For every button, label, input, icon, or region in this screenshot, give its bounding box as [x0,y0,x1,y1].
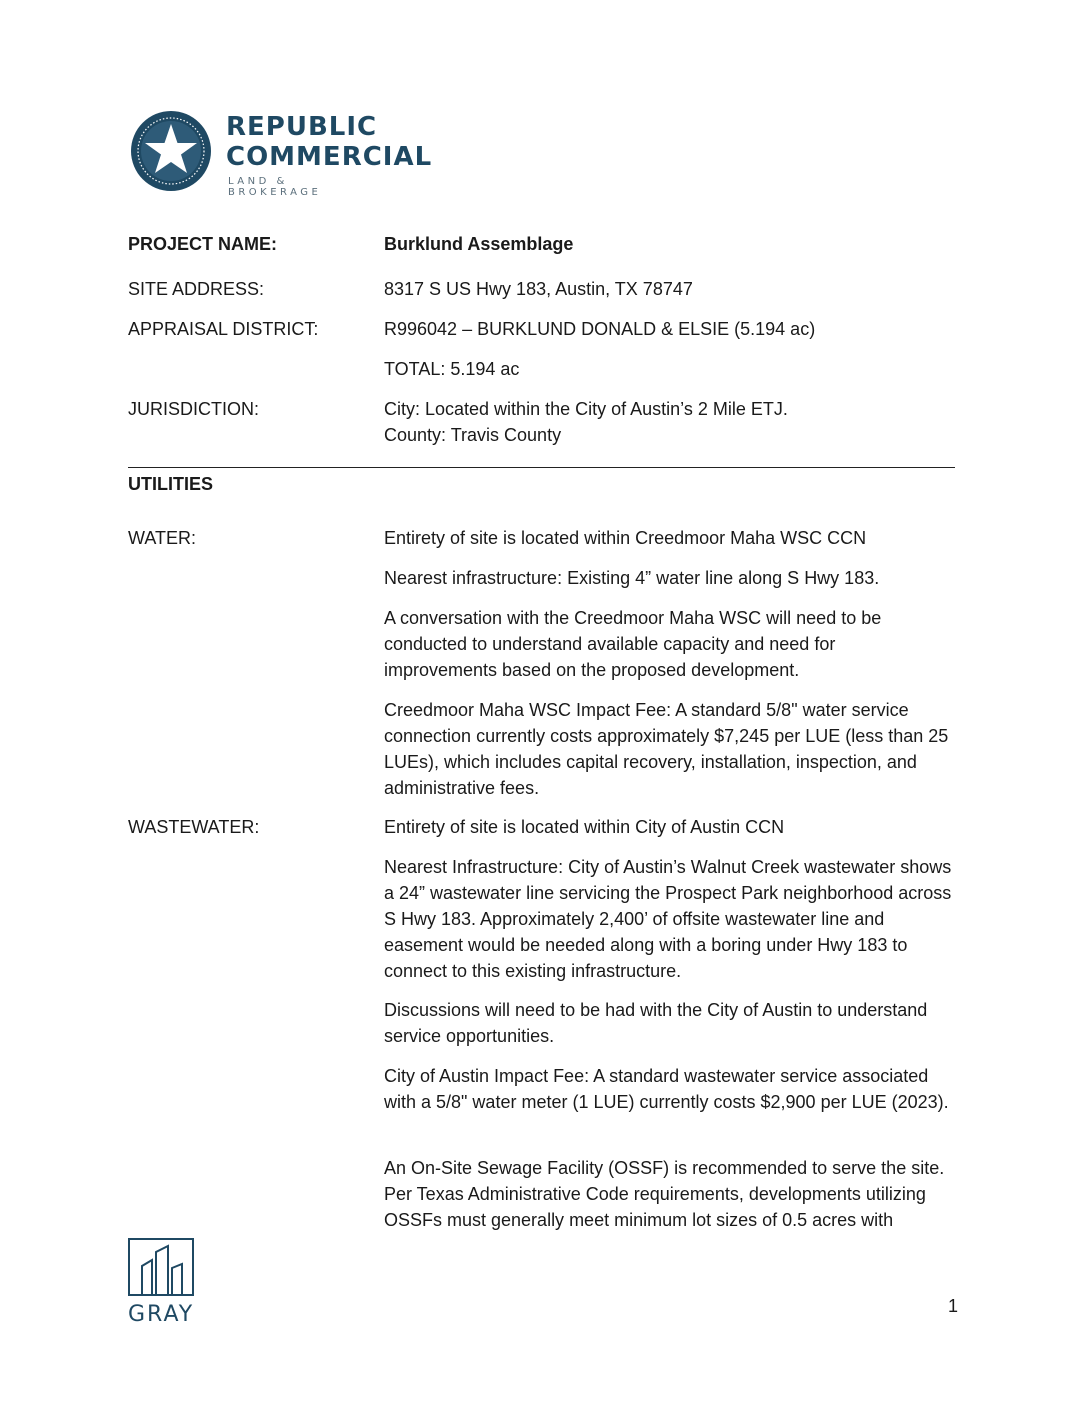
jurisdiction-county: County: Travis County [384,425,562,445]
appraisal-district-label: APPRAISAL DISTRICT: [128,319,319,339]
page-number: 1 [948,1296,959,1316]
gray-wordmark: GRAY [128,1302,195,1327]
water-label: WATER: [128,528,196,548]
jurisdiction-city: City: Located within the City of Austin’s 2 Mile ETJ. [384,399,788,419]
wastewater-paragraph: Entirety of site is located within City of Austin CCN [384,817,785,837]
building-icon [128,1238,196,1302]
site-address-value: 8317 S US Hwy 183, Austin, TX 78747 [384,279,693,299]
wastewater-label: WASTEWATER: [128,817,260,837]
wastewater-paragraph: City of Austin Impact Fee: A standard wastewater service associated with a 5/8" water meter (1 LUE) currently costs $2,900 per LUE (2023). [384,1066,949,1112]
section-divider [128,467,955,468]
brand-tagline: LAND & BROKERAGE [228,176,322,198]
star-seal-icon [130,110,212,192]
project-name-label: PROJECT NAME: [128,234,278,254]
water-paragraph: Entirety of site is located within Creedmoor Maha WSC CCN [384,528,867,548]
project-name-value: Burklund Assemblage [384,234,574,254]
gray-logo [128,1238,196,1327]
wastewater-paragraph: An On-Site Sewage Facility (OSSF) is recommended to serve the site. Per Texas Administrative Code requirements, developments utilizing OSSFs must generally meet minimum lot sizes of 0.5 acres with [384,1158,945,1230]
utilities-heading: UTILITIES [128,474,213,494]
jurisdiction-label: JURISDICTION: [128,399,260,419]
brand-name-line1: REPUBLIC [226,112,378,142]
water-paragraph: Creedmoor Maha WSC Impact Fee: A standard 5/8" water service connection currently costs approximately $7,245 per LUE (less than 25 LUEs), which includes capital recovery, installation, inspection, and administrative fees. [384,700,949,798]
site-address-label: SITE ADDRESS: [128,279,265,299]
wastewater-paragraph: Nearest Infrastructure: City of Austin’s Walnut Creek wastewater shows a 24” wastewater line servicing the Prospect Park neighborhood across S Hwy 183. Approximately 2,400’ of offsite wastewater line and easement would be needed along with a boring under Hwy 183 to connect to this existing infrastructure. [384,857,952,981]
appraisal-district-value: R996042 – BURKLUND DONALD & ELSIE (5.194 ac) [384,319,816,339]
water-paragraph: Nearest infrastructure: Existing 4” water line along S Hwy 183. [384,568,880,588]
wastewater-paragraph: Discussions will need to be had with the City of Austin to understand service opportunities. [384,1000,928,1046]
total-acreage: TOTAL: 5.194 ac [384,359,520,379]
water-paragraph: A conversation with the Creedmoor Maha WSC will need to be conducted to understand available capacity and need for improvements based on the proposed development. [384,608,882,680]
brand-name-line2: COMMERCIAL [226,142,433,172]
